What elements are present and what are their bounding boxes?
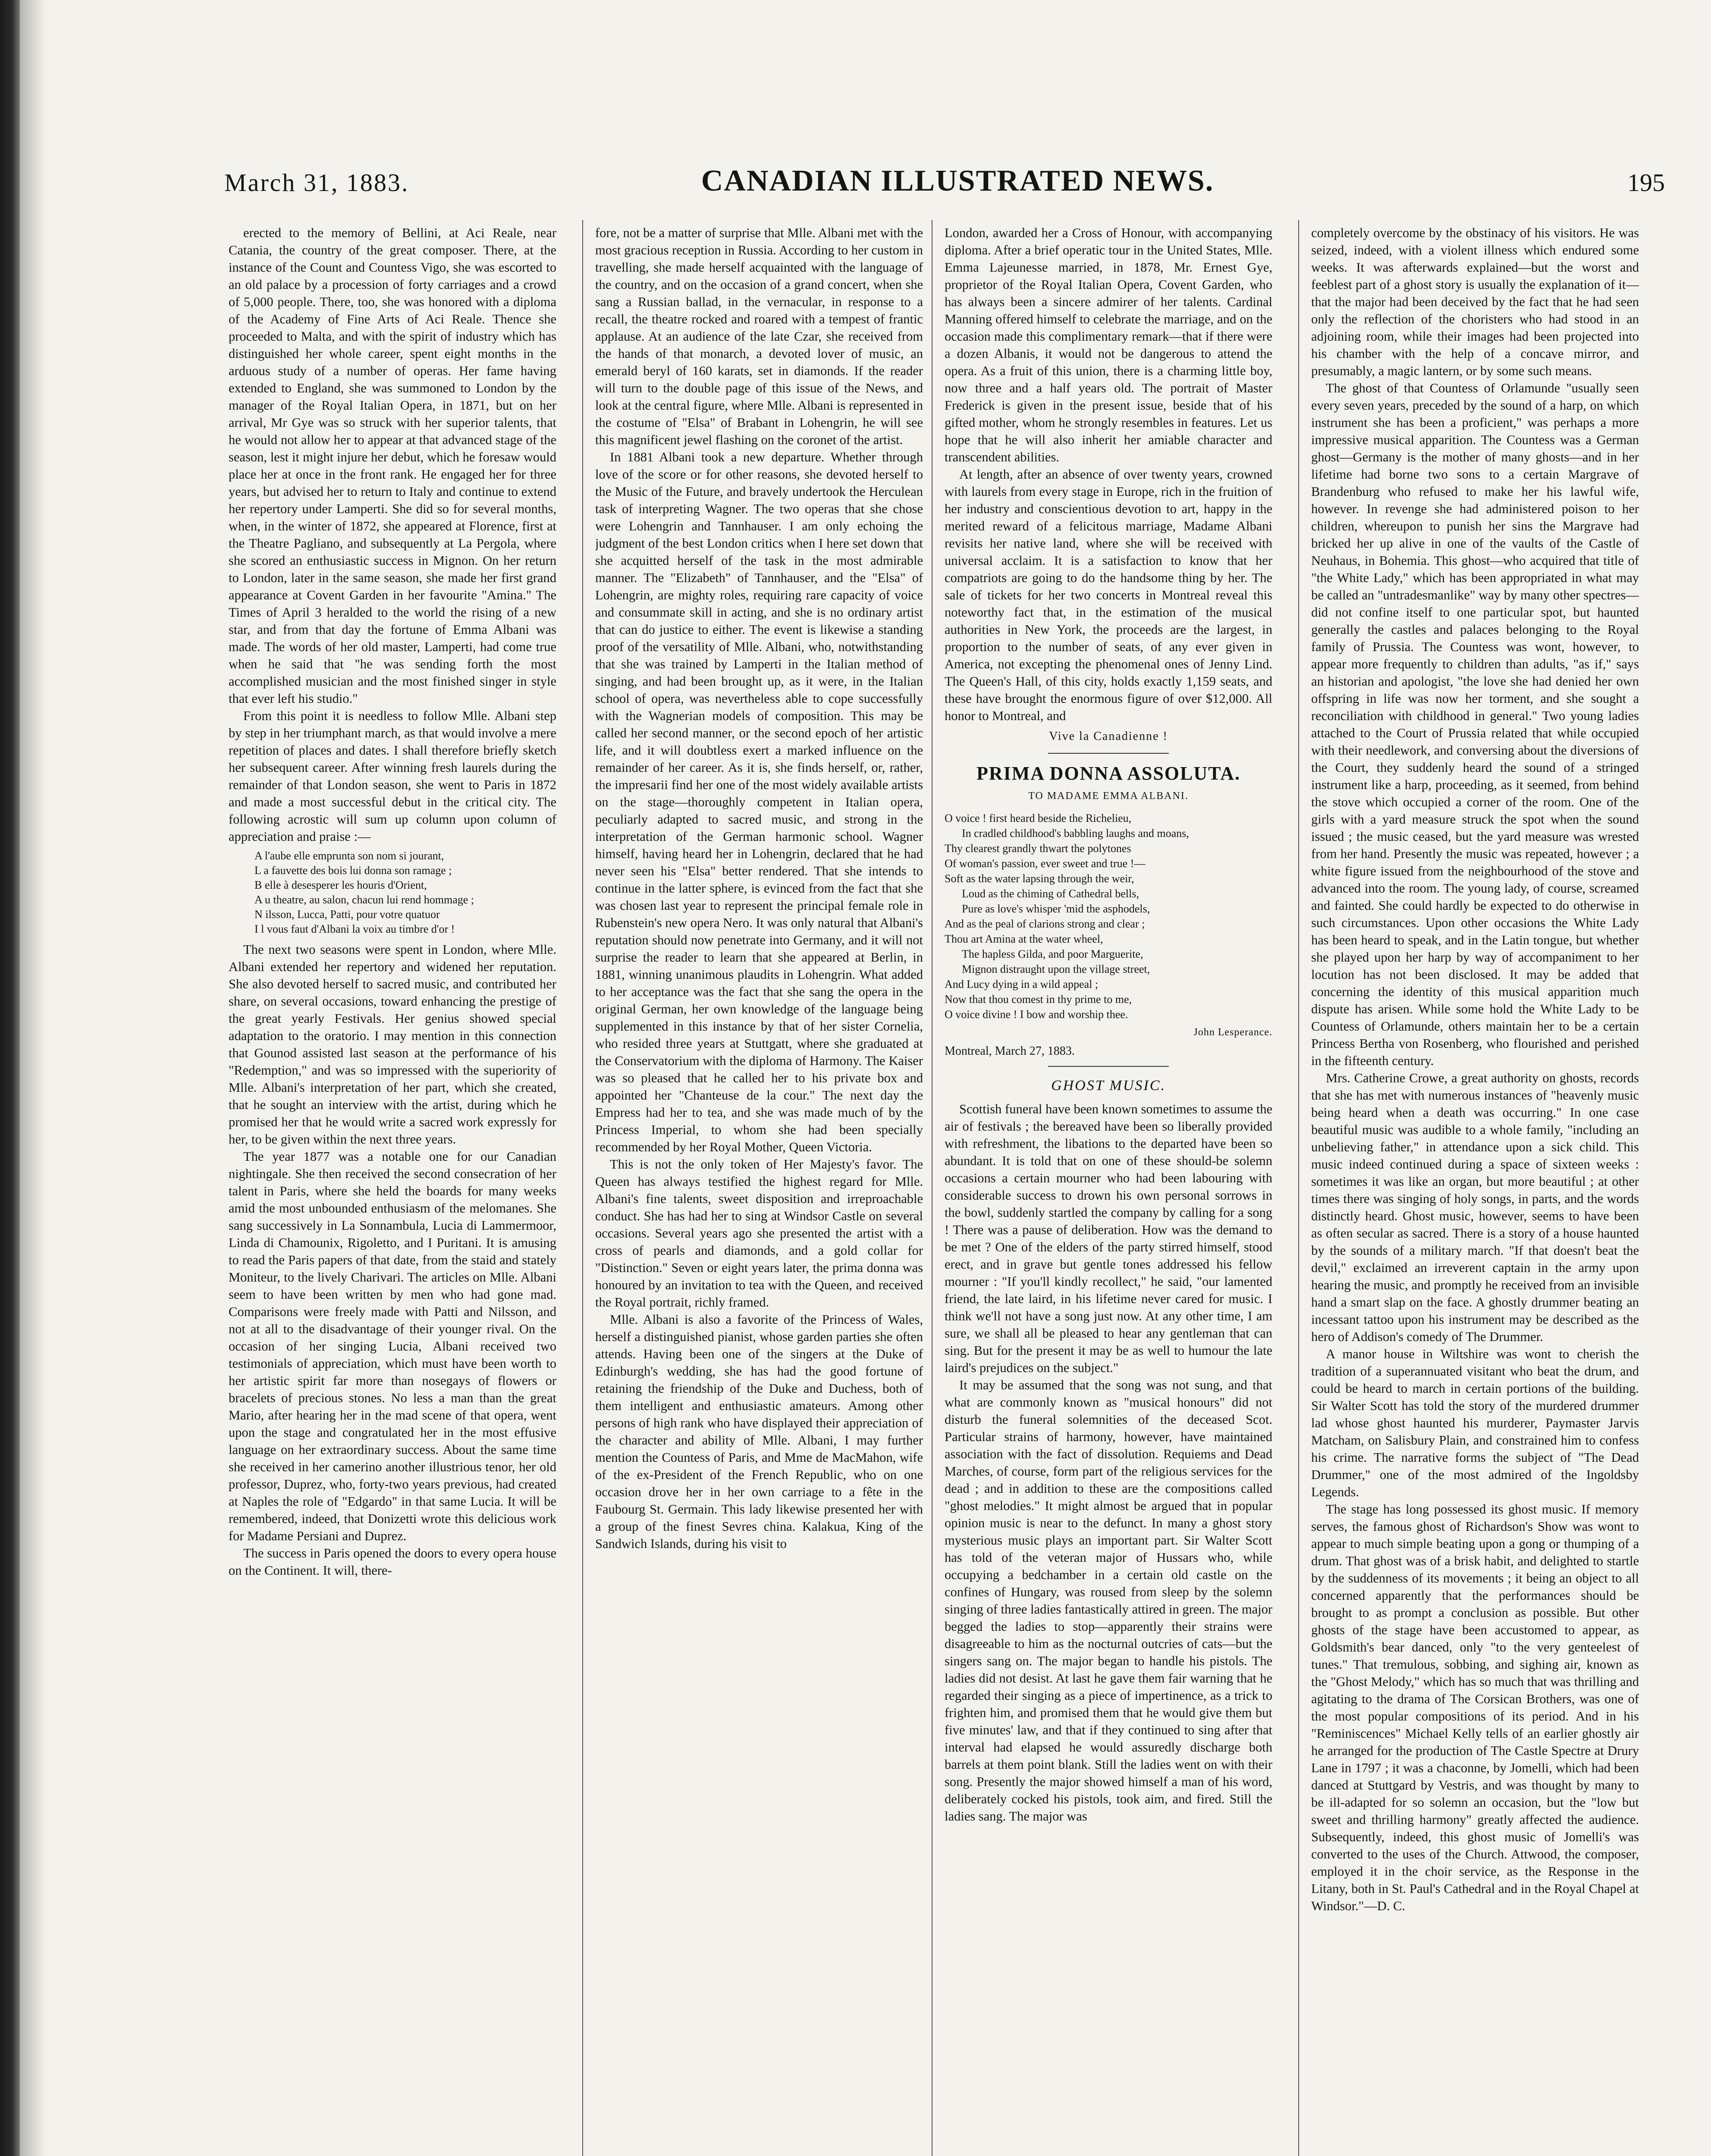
column-rule bbox=[1298, 220, 1299, 2156]
poem-line: Mignon distraught upon the village street, bbox=[962, 963, 1150, 975]
paragraph: Scottish funeral have been known sometimes to assume the air of festivals ; the bereaved have been so liberally provided with refreshment, the libations to the departed have been so abundant. It is told that on one of these should-be solemn occasions a certain mourner who had been labouring with considerable success to drown his own personal sorrows in the bowl, suddenly startled the company by calling for a song ! There was a pause of deliberation. How was the demand to be met ? One of the elders of the party stirred himself, stood erect, and in grave but gentle tones addressed his fellow mourner : "If you'll kindly recollect," he said, "our lamented friend, the late laird, in his lifetime never cared for music. I think we'll not have a song just now. At any other time, I am sure, we shall all be pleased to hear any gentleman that can sing. But for the present it may be as well to humour the late laird's prejudices on the subject." bbox=[945, 1102, 1272, 1375]
paragraph: From this point it is needless to follow Mlle. Albani step by step in her triumphant march, as that would involve a mere repetition of places and dates. I shall therefore briefly sketch her subsequent career. After winning fresh laurels during the remainder of that London season, she went to Paris in 1872 and made a most successful debut in the critical city. The following acrostic will sum up column upon column of appreciation and praise :— bbox=[229, 708, 556, 844]
paragraph: The next two seasons were spent in London, where Mlle. Albani extended her repertory and widened her reputation. She also devoted herself to sacred music, and contributed her share, on several occasions, toward enhancing the prestige of the great yearly Festivals. Her genius showed special adaptation to the oratorio. I may mention in this connection that Gounod assisted last season at the performance of his "Redemption," and was so impressed with the superiority of Mlle. Albani's interpretation of her part, which she created, that he sought an interview with the artist, during which he promised her that he would write a sacred work expressly for her, to be given within the next three years. bbox=[229, 942, 556, 1147]
acrostic-verse bbox=[254, 849, 556, 937]
closing-line: Vive la Canadienne ! bbox=[1049, 730, 1168, 743]
poem-line: Loud as the chiming of Cathedral bells, bbox=[962, 887, 1139, 900]
poem-line: Soft as the water lapsing through the weir, bbox=[945, 872, 1134, 885]
section-title: GHOST MUSIC. bbox=[1051, 1078, 1166, 1094]
verse-line: A u theatre, au salon, chacun lui rend hommage ; bbox=[254, 893, 474, 906]
poem-dedication: TO MADAME EMMA ALBANI. bbox=[1028, 790, 1189, 802]
poem-line: In cradled childhood's babbling laughs and moans, bbox=[962, 827, 1189, 840]
column-rule bbox=[582, 220, 583, 2156]
paragraph: A manor house in Wiltshire was wont to cherish the tradition of a superannuated visitant who beat the drum, and could be heard to march in certain portions of the building. Sir Walter Scott has told the story of the murdered drummer lad whose ghost haunted his murderer, Paymaster Jarvis Matcham, on Salisbury Plain, and constrained him to confess his crime. The narrative forms the subject of "The Dead Drummer," one of the most admired of the Ingoldsby Legends. bbox=[1311, 1347, 1639, 1499]
page-header bbox=[224, 164, 1682, 216]
paragraph: The year 1877 was a notable one for our Canadian nightingale. She then received the second consecration of her talent in Paris, where she held the boards for many weeks amid the most unbounded enthusiasm of the melomanes. She sang successively in La Sonnambula, Lucia di Lammermoor, Linda di Chamounix, Rigoletto, and I Puritani. It is amusing to read the Paris papers of that date, from the staid and stately Moniteur, to the lively Charivari. The articles on Mlle. Albani seem to have been written by men who had gone mad. Comparisons were freely made with Patti and Nilsson, and not at all to the disadvantage of their younger rival. On the occasion of her singing Lucia, Albani received two testimonials of appreciation, which must have been worth to her artistic spirit far more than nosegays of flowers or bracelets of precious stones. No less a man than the great Mario, after hearing her in the mad scene of that opera, went upon the stage and congratulated her in the most effusive language on her extraordinary success. About the same time she received in her camerino another illustrious tenor, her old professor, Duprez, who, forty-two years previous, had created at Naples the role of "Edgardo" in that same Lucia. It will be remembered, indeed, that Donizetti wrote this delicious work for Madame Persiani and Duprez. bbox=[229, 1149, 556, 1543]
book-binding-edge bbox=[0, 0, 20, 2156]
poem-title: PRIMA DONNA ASSOLUTA. bbox=[976, 763, 1241, 784]
paragraph: Mlle. Albani is also a favorite of the Princess of Wales, herself a distinguished pianist, whose garden parties she often attends. Having been one of the singers at the Duke of Edinburgh's wedding, she has had the good fortune of retaining the friendship of the Duke and Duchess, both of them intelligent and enthusiastic amateurs. Among other persons of high rank who have displayed their appreciation of the character and ability of Mlle. Albani, I may further mention the Countess of Paris, and Mme de MacMahon, wife of the ex-President of the French Republic, who on one occasion drove her in her own carriage to a fête in the Faubourg St. Germain. This lady likewise presented her with a group of the finest Sevres china. Kalakua, King of the Sandwich Islands, during his visit to bbox=[595, 1312, 923, 1551]
paragraph: fore, not be a matter of surprise that Mlle. Albani met with the most gracious reception in Russia. According to her custom in travelling, she made herself acquainted with the language of the country, and on the occasion of a grand concert, when she sang a Russian ballad, in the vernacular, in response to a recall, the theatre rocked and roared with a tempest of frantic applause. At an audience of the late Czar, she received from the hands of that monarch, a devoted lover of music, an emerald beryl of 160 karats, set in diamonds. If the reader will turn to the double page of this issue of the News, and look at the central figure, where Mlle. Albani is represented in the costume of "Elsa" of Brabant in Lohengrin, he will see this magnificent jewel flashing on the coronet of the artist. bbox=[595, 226, 923, 447]
paragraph: The ghost of that Countess of Orlamunde "usually seen every seven years, preceded by the sound of a harp, on which instrument she has been a proficient," was perhaps a more impressive musical apparition. The Countess was a German ghost—Germany is the mother of many ghosts—and in her lifetime had borne two sons to a certain Margrave of Brandenburg who refused to make her his lawful wife, however. In revenge she had administered poison to her children, whereupon to punish her sins the Margrave had bricked her up alive in one of the vaults of the Castle of Neuhaus, in Bohemia. This ghost—who acquired that title of "the White Lady," which has been appropriated in what may be called an "untradesmanlike" way by many other spectres—did not confine itself to one particular spot, but haunted generally the castles and palaces belonging to the Royal family of Prussia. The Countess was wont, however, to appear more frequently to children than adults, "as if," says an historian and apologist, "the love she had denied her own offspring in life was now her torment, and she sought a reconciliation with childhood in general." Two young ladies attached to the Court of Prussia related that while occupied with their needlework, and conversing about the diversions of the Court, they suddenly heard the sound of a stringed instrument like a harp, proceeding, as it seemed, from behind the stove which occupied a corner of the room. One of the girls with a yard measure struck the spot when the sound issued ; the music ceased, but the yard measure was wrested from her hand. Presently the music was repeated, however ; a white figure issued from the neighbourhood of the stove and advanced into the room. The young lady, of course, screamed and fainted. She could hardly be expected to do otherwise in such circumstances. Upon other occasions the White Lady has been heard to speak, and in the Latin tongue, but whether she played upon her harp by way of accompaniment to her locution has not been disclosed. It may be added that concerning the identity of this musical apparition much dispute has arisen. While some hold the White Lady to be Countess of Orlamunde, others maintain her to be a certain Princess Bertha von Rosenberg, who flourished and perished in the fifteenth century. bbox=[1311, 381, 1639, 1068]
paragraph: The success in Paris opened the doors to every opera house on the Continent. It will, there- bbox=[229, 1546, 556, 1578]
column-4 bbox=[1311, 224, 1639, 2156]
paragraph: In 1881 Albani took a new departure. Whether through love of the score or for other reasons, she devoted herself to the Music of the Future, and bravely undertook the Herculean task of interpreting Wagner. The two operas that she chose were Lohengrin and Tannhauser. I am only echoing the judgment of the best London critics when I here set down that she acquitted herself of the task in the most admirable manner. The "Elizabeth" of Tannhauser, and the "Elsa" of Lohengrin, are mighty roles, requiring rare capacity of voice and consummate skill in acting, and she is no ordinary artist that can do justice to either. The event is likewise a standing proof of the versatility of Mlle. Albani, who, notwithstanding that she was trained by Lamperti in the Italian method of singing, and had been brought up, as it were, in the Italian school of opera, was nevertheless able to cope successfully with the Wagnerian models of composition. This may be called her second manner, or the second epoch of her artistic life, and it will doubtless exert a marked influence on the remainder of her career. As it is, she finds herself, or, rather, the impresarii find her one of the most widely available artists on the stage—thoroughly competent in Italian opera, peculiarly adapted to sacred music, and strong in the interpretation of the German harmonic school. Wagner himself, having heard her in Lohengrin, declared that he had never seen his "Elsa" better rendered. That she intends to continue in the latter sphere, is evinced from the fact that she was chosen last year to represent the principal female role in Rubenstein's new opera Nero. It was only natural that Albani's reputation should now penetrate into Germany, and it will not surprise the reader to learn that she appeared at Berlin, in 1881, winning unanimous plaudits in Lohengrin. What added to her acceptance was the fact that she sang the opera in the original German, her own knowledge of the language being supplemented in this instance by that of her sister Cornelia, who resided three years at Stuttgatt, where she graduated at the Conservatorium with the diploma of Harmony. The Kaiser was so pleased that he called her to his private box and appointed her "Chanteuse de la cour." The next day the Empress had her to tea, and she was made much of by the Princess Imperial, to whom she had been specially recommended by her Royal Mother, Queen Victoria. bbox=[595, 450, 923, 1154]
divider bbox=[1048, 753, 1169, 754]
poem-line: O voice divine ! I bow and worship thee. bbox=[945, 1008, 1128, 1021]
column-2 bbox=[595, 224, 923, 2156]
verse-line: A l'aube elle emprunta son nom si jourant, bbox=[254, 849, 444, 862]
column-3 bbox=[945, 224, 1272, 2156]
spine-shadow bbox=[20, 0, 46, 2156]
paragraph: completely overcome by the obstinacy of his visitors. He was seized, indeed, with a violent illness which endured some weeks. It was afterwards explained—but the worst and feeblest part of a ghost story is usually the explanation of it—that the major had been deceived by the fact that he had seen only the reflection of the choristers who had stood in an adjoining room, while their images had been projected into his chamber with the help of a concave mirror, and presumably, a magic lantern, or by some such means. bbox=[1311, 226, 1639, 378]
column-1 bbox=[229, 224, 556, 2156]
poem-line: Thy clearest grandly thwart the polytones bbox=[945, 842, 1131, 855]
paragraph: At length, after an absence of over twenty years, crowned with laurels from every stage in Europe, rich in the fruition of her industry and conscientious devotion to art, happy in the merited reward of a felicitous marriage, Madame Albani revisits her native land, where she will be received with universal acclaim. It is a satisfaction to know that her compatriots are going to do the handsome thing by her. The sale of tickets for her two concerts in Montreal reveal this noteworthy fact that, in the estimation of the musical authorities in New York, the proceeds are the largest, in proportion to the number of seats, of any ever given in America, not excepting the phenomenal ones of Jenny Lind. The Queen's Hall, of this city, holds exactly 1,159 seats, and these have brought the enormous figure of over $12,000. All honor to Montreal, and bbox=[945, 467, 1272, 723]
page-number: 195 bbox=[1627, 169, 1665, 197]
paragraph: This is not the only token of Her Majesty's favor. The Queen has always testified the highest regard for Mlle. Albani's fine talents, sweet disposition and irreproachable conduct. She has had her to sing at Windsor Castle on several occasions. Several years ago she presented the artist with a cross of pearls and diamonds, and a gold collar for "Distinction." Seven or eight years later, the prima donna was honoured by an invitation to tea with the Queen, and received the Royal portrait, richly framed. bbox=[595, 1157, 923, 1310]
poem-line: Pure as love's whisper 'mid the asphodels, bbox=[962, 903, 1150, 915]
verse-line: L a fauvette des bois lui donna son ramage ; bbox=[254, 864, 452, 877]
poem-line: And Lucy dying in a wild appeal ; bbox=[945, 978, 1098, 990]
paragraph: erected to the memory of Bellini, at Aci Reale, near Catania, the country of the great composer. There, at the instance of the Count and Countess Vigo, she was escorted to an old palace by a procession of forty carriages and a crowd of 5,000 people. There, too, she was honored with a diploma of the Academy of Fine Arts of Aci Reale. Thence she proceeded to Malta, and with the spirit of industry which has distinguished her whole career, spent eight months in the arduous study of a number of operas. Her fame having extended to England, she was summoned to London by the manager of the Royal Italian Opera, in 1871, but on her arrival, Mr Gye was so struck with her superior talents, that he would not allow her to appear at that advanced stage of the season, lest it might injure her debut, which he foresaw would place her at once in the front rank. He engaged her for three years, but advised her to return to Italy and continue to extend her repertory under Lamperti. She did so for several months, when, in the winter of 1872, she appeared at Florence, first at the Theatre Pagliano, and subsequently at La Pergola, where she scored an enthusiastic success in Mignon. On her return to London, later in the same season, she made her first grand appearance at Covent Garden in her favourite "Amina." The Times of April 3 heralded to the world the rising of a new star, and from that day the fortune of Emma Albani was made. The words of her old master, Lamperti, had come true when he said that "he was sending forth the most accomplished musician and the most finished singer in style that ever left his studio." bbox=[229, 226, 556, 706]
masthead: CANADIAN ILLUSTRATED NEWS. bbox=[701, 164, 1214, 197]
verse-line: N ilsson, Lucca, Patti, pour votre quatuor bbox=[254, 908, 440, 921]
issue-date: March 31, 1883. bbox=[224, 169, 409, 197]
paragraph: The stage has long possessed its ghost music. If memory serves, the famous ghost of Richardson's Show was wont to appear to much simple beating upon a gong or thumping of a drum. That ghost was of a brisk habit, and delighted to startle by the suddenness of its movements ; it being an object to all concerned apparently that the performances should be brought to as prompt a conclusion as possible. But other ghosts of the stage have been accustomed to appear, as Goldsmith's bear danced, only "to the very genteelest of tunes." That tremulous, sobbing, and sighing air, known as the "Ghost Melody," which has so much that was thrilling and agitating to the drama of The Corsican Brothers, was one of the most popular compositions of its period. And in his "Reminiscences" Michael Kelly tells of an earlier ghostly air he arranged for the production of The Castle Spectre at Drury Lane in 1797 ; it was a chaconne, by Jomelli, which had been danced at Stuttgard by Vestris, and was thought by many to be ill-adapted for so solemn an occasion, but the "low but sweet and thrilling harmony" greatly affected the audience. Subsequently, indeed, this ghost music of Jomelli's was converted to the uses of the Church. Attwood, the composer, employed it in the choir service, as the Response in the Litany, both in St. Paul's Cathedral and in the Royal Chapel at Windsor."—D. C. bbox=[1311, 1502, 1639, 1913]
divider bbox=[1048, 1066, 1169, 1067]
poem-line: And as the peal of clarions strong and clear ; bbox=[945, 918, 1145, 930]
poem-line: Thou art Amina at the water wheel, bbox=[945, 933, 1103, 945]
paragraph: Mrs. Catherine Crowe, a great authority on ghosts, records that she has met with numerous instances of "heavenly music being heard when a death was occurring." In one case beautiful music was audible to a whole family, "including an unbelieving father," in attendance upon a sick child. This music indeed continued during a space of sixteen weeks : sometimes it was like an organ, but more beautiful ; at other times there was singing of holy songs, in parts, and the words distinctly heard. Ghost music, however, seems to have been as often secular as sacred. There is a story of a house haunted by the sounds of a military march. "If that doesn't beat the devil," exclaimed an irreverent captain in the army upon hearing the music, and promptly he received from an invisible hand a smart slap on the face. A ghostly drummer beating an incessant tattoo upon his instrument may be described as the hero of Addison's comedy of The Drummer. bbox=[1311, 1071, 1639, 1344]
poem-line: O voice ! first heard beside the Richelieu, bbox=[945, 812, 1132, 824]
verse-line: B elle à desesperer les houris d'Orient, bbox=[254, 879, 427, 891]
verse-line: I l vous faut d'Albani la voix au timbre d'or ! bbox=[254, 923, 455, 935]
poem-line: Now that thou comest in thy prime to me, bbox=[945, 993, 1132, 1006]
paragraph: London, awarded her a Cross of Honour, with accompanying diploma. After a brief operatic tour in the United States, Mlle. Emma Lajeunesse married, in 1878, Mr. Ernest Gye, proprietor of the Royal Italian Opera, Covent Garden, who has always been a sincere admirer of her talents. Cardinal Manning offered himself to celebrate the marriage, and on the occasion made this complimentary remark—that if there were a dozen Albanis, it would not be dangerous to attend the opera. As a fruit of this union, there is a charming little boy, now three and a half years old. The portrait of Master Frederick is given in the present issue, beside that of his gifted mother, whom he strongly resembles in features. Let us hope that he will also inherit her amiable character and transcendent abilities. bbox=[945, 226, 1272, 464]
paragraph: It may be assumed that the song was not sung, and that what are commonly known as "musical honours" did not disturb the funeral solemnities of the deceased Scot. Particular strains of harmony, however, have maintained association with the fact of dissolution. Requiems and Dead Marches, of course, form part of the religious services for the dead ; and in addition to these are the compositions called "ghost melodies." It might almost be argued that in popular opinion music is near to the defunct. In many a ghost story mysterious music plays an important part. Sir Walter Scott has told of the veteran major of Hussars who, while occupying a bedchamber in a certain old castle on the confines of Hungary, was roused from sleep by the solemn singing of three ladies fantastically attired in green. The major begged the ladies to stop—apparently their strains were disagreeable to him as the nocturnal outcries of cats—but the singers sang on. The major began to handle his pistols. The ladies did not desist. At last he gave them fair warning that he regarded their singing as a piece of impertinence, as a trick to frighten him, and promised them that he would give them but five minutes' law, and that if they continued to sing after that interval had elapsed he would assuredly discharge both barrels at them point blank. Still the ladies went on with their song. Presently the major showed himself a man of his word, deliberately cocked his pistols, took aim, and fired. Still the ladies sang. The major was bbox=[945, 1378, 1272, 1824]
poem bbox=[945, 811, 1272, 1022]
poem-author: John Lesperance. bbox=[1193, 1027, 1272, 1038]
poem-line: Of woman's passion, ever sweet and true !— bbox=[945, 857, 1146, 870]
poem-dateline: Montreal, March 27, 1883. bbox=[945, 1044, 1075, 1058]
poem-line: The hapless Gilda, and poor Marguerite, bbox=[962, 948, 1143, 960]
